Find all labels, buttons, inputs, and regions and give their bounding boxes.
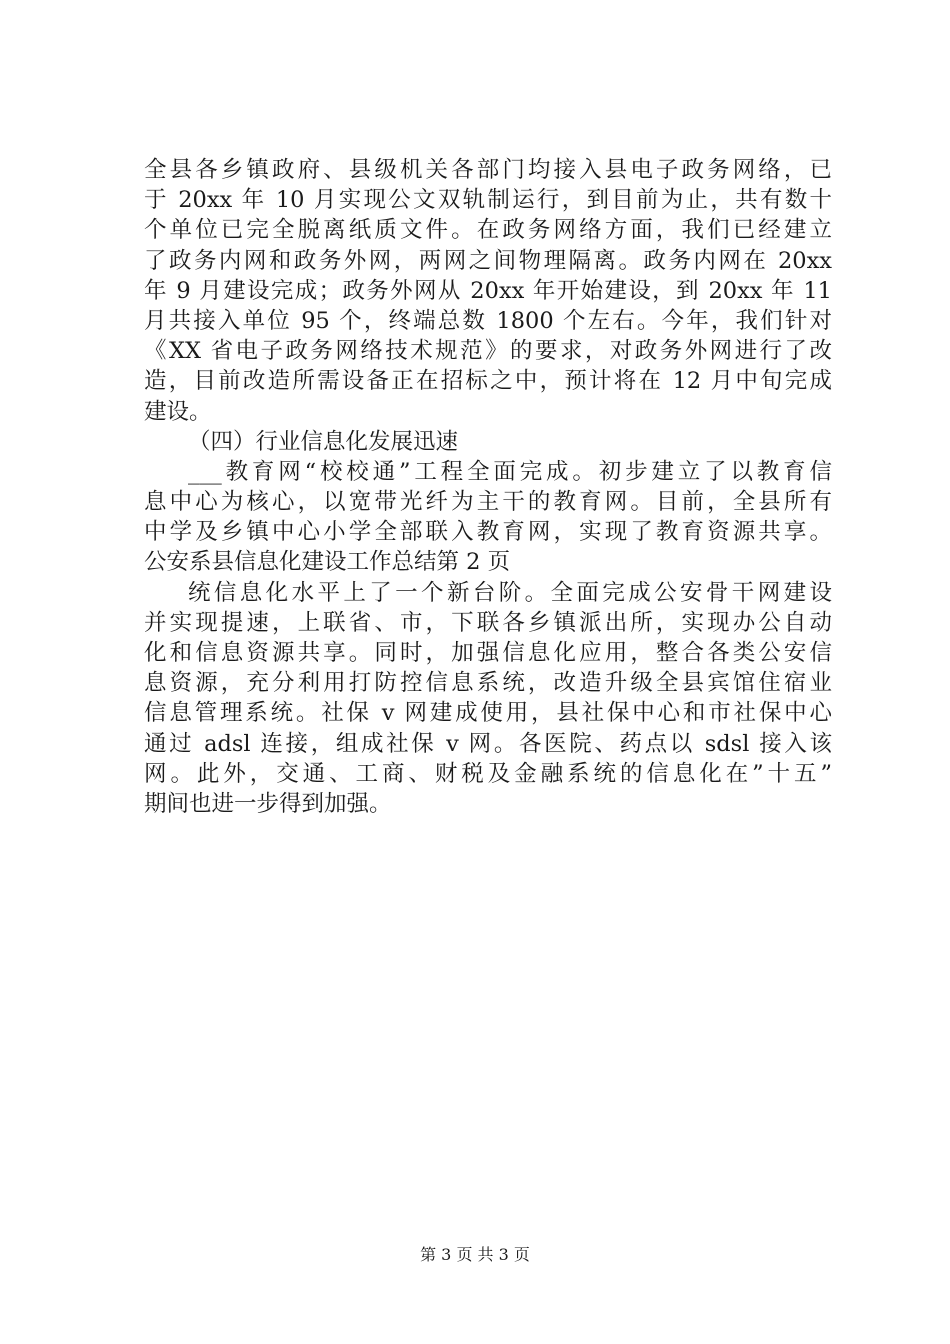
text-line: 造，目前改造所需设备正在招标之中，预计将在 12 月中旬完成 <box>144 368 832 395</box>
text-line: 化和信息资源共享。同时，加强信息化应用，整合各类公安信 <box>144 640 832 666</box>
text-line: 年 9 月建设完成；政务外网从 20xx 年开始建设，到 20xx 年 11 <box>144 277 832 304</box>
text-line: 建设。 <box>144 398 212 425</box>
text-line: 中学及乡镇中心小学全部联入教育网，实现了教育资源共享。 <box>144 519 832 546</box>
text-line: 息中心为核心，以宽带光纤为主干的教育网。目前，全县所有 <box>144 489 832 516</box>
text-line: 通过 adsl 连接，组成社保 v 网。各医院、药点以 sdsl 接入该 <box>144 730 832 757</box>
text-line: 《XX 省电子政务网络技术规范》的要求，对政务外网进行了改 <box>144 338 832 365</box>
text-line: 公安系县信息化建设工作总结第 2 页 <box>144 549 511 576</box>
text-line: ___教育网“校校通”工程全面完成。初步建立了以教育信 <box>188 458 832 485</box>
text-line: 期间也进一步得到加强。 <box>144 790 392 817</box>
document-body <box>144 155 832 819</box>
text-line: 全县各乡镇政府、县级机关各部门均接入县电子政务网络，已 <box>144 157 832 183</box>
text-line: 个单位已完全脱离纸质文件。在政务网络方面，我们已经建立 <box>144 217 832 244</box>
text-line: 网。此外，交通、工商、财税及金融系统的信息化在”十五” <box>144 760 832 787</box>
text-line: 息资源，充分利用打防控信息系统，改造升级全县宾馆住宿业 <box>144 670 832 697</box>
text-line: 信息管理系统。社保 v 网建成使用，县社保中心和市社保中心 <box>144 700 832 727</box>
text-line: 了政务内网和政务外网，两网之间物理隔离。政务内网在 20xx <box>144 247 832 274</box>
text-line: 月共接入单位 95 个，终端总数 1800 个左右。今年，我们针对 <box>144 307 832 334</box>
text-line: 并实现提速，上联省、市，下联各乡镇派出所，实现办公自动 <box>144 609 832 636</box>
section-heading: （四）行业信息化发展迅速 <box>188 428 459 455</box>
page-footer: 第 3 页 共 3 页 <box>420 1245 530 1264</box>
text-line: 于 20xx 年 10 月实现公文双轨制运行，到目前为止，共有数十 <box>144 187 832 214</box>
text-line: 统信息化水平上了一个新台阶。全面完成公安骨干网建设 <box>188 579 832 606</box>
